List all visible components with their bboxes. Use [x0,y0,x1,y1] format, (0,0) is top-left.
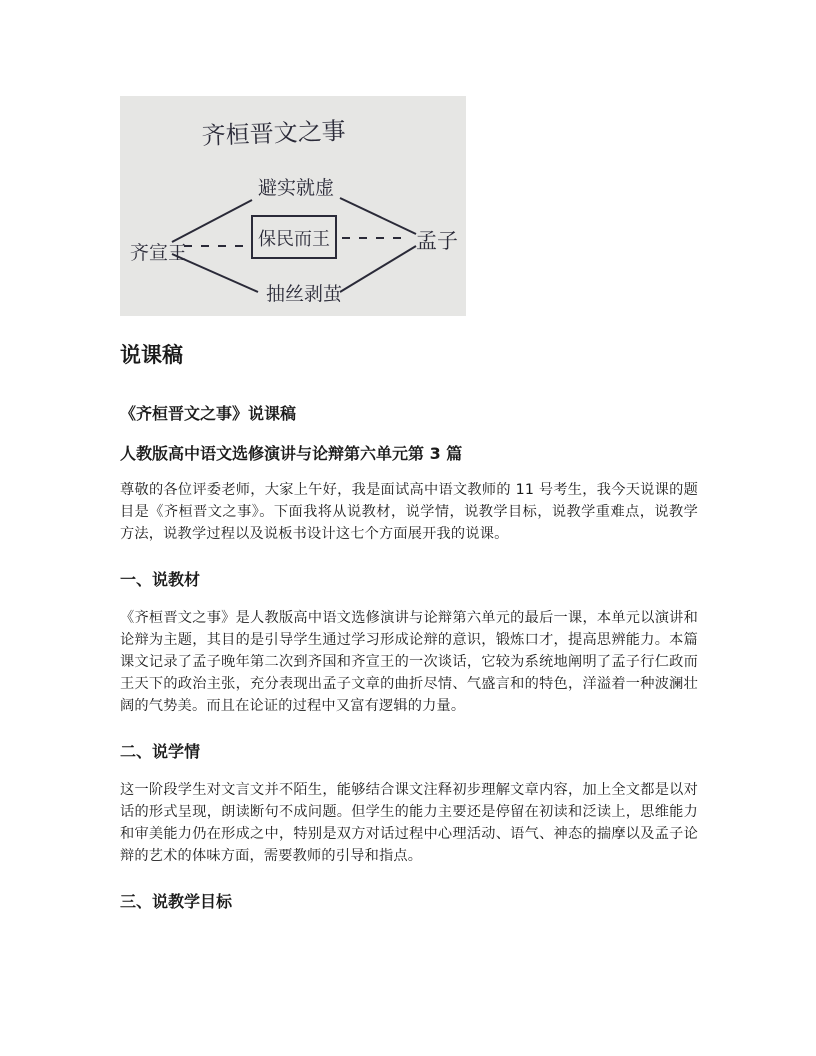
diagram-drawing [120,96,466,316]
section-heading: 二、说学情 [120,742,201,761]
document-title: 《齐桓晋文之事》说课稿 [120,404,297,423]
diagram-top-label: 避实就虚 [258,177,335,199]
page-heading: 说课稿 [120,343,183,367]
section-heading: 三、说教学目标 [120,892,233,911]
whiteboard-photo [120,96,466,316]
diagram-center-text: 保民而王 [258,229,330,250]
diagram-left-node: 齐宣王 [130,242,188,264]
section-heading: 一、说教材 [120,570,201,589]
diagram-right-node: 孟子 [416,229,458,253]
document-subtitle: 人教版高中语文选修演讲与论辩第六单元第 3 篇 [120,444,463,463]
section-paragraph: 《齐桓晋文之事》是人教版高中语文选修演讲与论辩第六单元的最后一课，本单元以演讲和论辩为主题，其目的是引导学生通过学习形成论辩的意识，锻炼口才，提高思辨能力。本篇课文记录了孟子晚年第二次到齐国和齐宣王的一次谈话，它较为系统地阐明了孟子行仁政而王天下的政治主张，充分表现出孟子文章的曲折尽情、气盛言和的特色，洋溢着一种波澜壮阔的气势美。而且在论证的过程中又富有逻辑的力量。 [120,610,698,714]
section-paragraph: 这一阶段学生对文言文并不陌生，能够结合课文注释初步理解文章内容，加上全文都是以对话的形式呈现，朗读断句不成问题。但学生的能力主要还是停留在初读和泛读上，思维能力和审美能力仍在形成之中，特别是双方对话过程中心理活动、语气、神态的揣摩以及孟子论辩的艺术的体味方面，需要教师的引导和指点。 [120,782,698,864]
intro-paragraph: 尊敬的各位评委老师，大家上午好，我是面试高中语文教师的 11 号考生，我今天说课的题目是《齐桓晋文之事》。下面我将从说教材，说学情，说教学目标，说教学重难点，说教学方法，说教学过程以及说板书设计这七个方面展开我的说课。 [120,482,698,542]
diagram-bottom-label: 抽丝剥茧 [266,283,343,305]
diagram-title: 齐桓晋文之事 [201,116,347,150]
document-body [120,335,698,929]
